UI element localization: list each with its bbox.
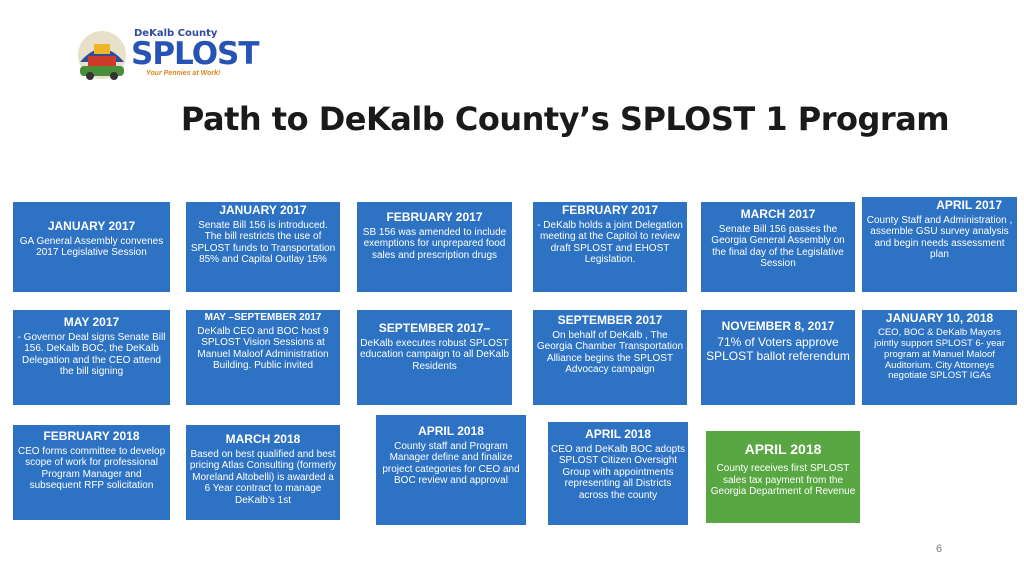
card-may-2017 (13, 310, 170, 405)
splost-logo (74, 26, 259, 84)
card-jan-2017-assembly (13, 202, 170, 292)
logo-county-text: DeKalb County (134, 28, 218, 39)
card-body: On behalf of DeKalb , The Georgia Chamber Transportation Alliance begins the SPLOST Advocacy campaign (536, 329, 684, 376)
card-body: County Staff and Administration , assemble GSU survey analysis and begin needs assessment plan (866, 214, 1013, 261)
card-mar-2017 (701, 202, 855, 292)
card-apr-2018-revenue (706, 431, 860, 523)
card-body: DeKalb executes robust SPLOST education campaign to all DeKalb Residents (360, 337, 509, 372)
card-nov-2017 (701, 310, 855, 405)
card-heading: JANUARY 2017 (47, 219, 136, 233)
card-body: SB 156 was amended to include exemptions for unprepared food sales and prescription drugs (362, 226, 507, 261)
card-body: - Governor Deal signs Senate Bill 156. DeKalb BOC, the DeKalb Delegation and the CEO attend the bill signing (17, 331, 166, 378)
card-body: - DeKalb holds a joint Delegation meeting at the Capitol to review draft SPLOST and EHOST Legislation. (537, 219, 683, 266)
logo-wordmark: SPLOST (131, 36, 259, 72)
card-body: Senate Bill 156 is introduced. The bill restricts the use of SPLOST funds to Transportation 85% and Capital Outlay 15% (190, 219, 336, 266)
card-body: County receives first SPLOST sales tax payment from the Georgia Department of Revenue (710, 463, 856, 498)
card-heading: SEPTEMBER 2017 (557, 313, 663, 327)
card-heading: APRIL 2018 (585, 427, 651, 441)
card-body: 71% of Voters approve SPLOST ballot referendum (706, 334, 850, 363)
card-apr-2018-oversight (548, 422, 688, 525)
card-feb-2018 (13, 425, 170, 520)
page-number: 6 (936, 543, 943, 555)
card-apr-2018-categories (376, 415, 526, 525)
card-sep-2017-chamber (533, 310, 687, 405)
card-body: Based on best qualified and best pricing Atlas Consulting (formerly Moreland Altobelli) is awarded a 6 Year contract to manage DeKalb’s 1st (189, 448, 337, 506)
card-heading: MARCH 2018 (225, 432, 301, 446)
card-heading: MARCH 2017 (740, 207, 816, 221)
card-heading: FEBRUARY 2017 (561, 203, 659, 217)
card-apr-2017 (862, 197, 1017, 292)
card-body: County staff and Program Manager define and finalize project categories for CEO and BOC review and approval (382, 440, 520, 487)
logo-tagline: Your Pennies at Work! (146, 70, 221, 77)
card-heading: JANUARY 10, 2018 (885, 311, 994, 325)
card-jan-2018 (862, 310, 1017, 405)
card-body: CEO, BOC & DeKalb Mayors jointly support SPLOST 6- year program at Manuel Maloof Auditorium. City Attorneys negotiate SPLOST IGAs (874, 326, 1005, 382)
card-heading: APRIL 2018 (744, 441, 822, 457)
card-heading: APRIL 2018 (418, 424, 484, 438)
card-heading: MAY –SEPTEMBER 2017 (204, 312, 322, 323)
card-body: Senate Bill 156 passes the Georgia General Assembly on the final day of the Legislative Session (711, 223, 845, 270)
card-heading: FEBRUARY 2017 (386, 210, 483, 224)
card-sep-2017-campaign (357, 310, 512, 405)
card-heading: SEPTEMBER 2017– (378, 321, 491, 335)
card-body: GA General Assembly convenes 2017 Legislative Session (19, 235, 164, 259)
card-heading: JANUARY 2017 (219, 203, 307, 217)
card-feb-2017-amended (357, 202, 512, 292)
card-may-sep-2017 (186, 310, 340, 405)
card-heading: APRIL 2017 (936, 198, 1002, 212)
card-heading: FEBRUARY 2018 (43, 429, 140, 443)
card-jan-2017-bill (186, 202, 340, 292)
card-body: DeKalb CEO and BOC host 9 SPLOST Vision Sessions at Manuel Maloof Administration Building. Public invited (197, 325, 329, 371)
card-body: CEO forms committee to develop scope of work for professional Program Manager and subsequent RFP solicitation (17, 445, 166, 492)
card-heading: MAY 2017 (63, 315, 120, 329)
card-mar-2018 (186, 425, 340, 520)
card-feb-2017-delegation (533, 202, 687, 292)
card-body: CEO and DeKalb BOC adopts SPLOST Citizen Oversight Group with appointments representing all Districts across the county (551, 443, 685, 501)
logo-emblem-icon (74, 26, 130, 84)
card-heading: NOVEMBER 8, 2017 (721, 319, 835, 333)
page-title: Path to DeKalb County’s SPLOST 1 Program (180, 100, 950, 138)
